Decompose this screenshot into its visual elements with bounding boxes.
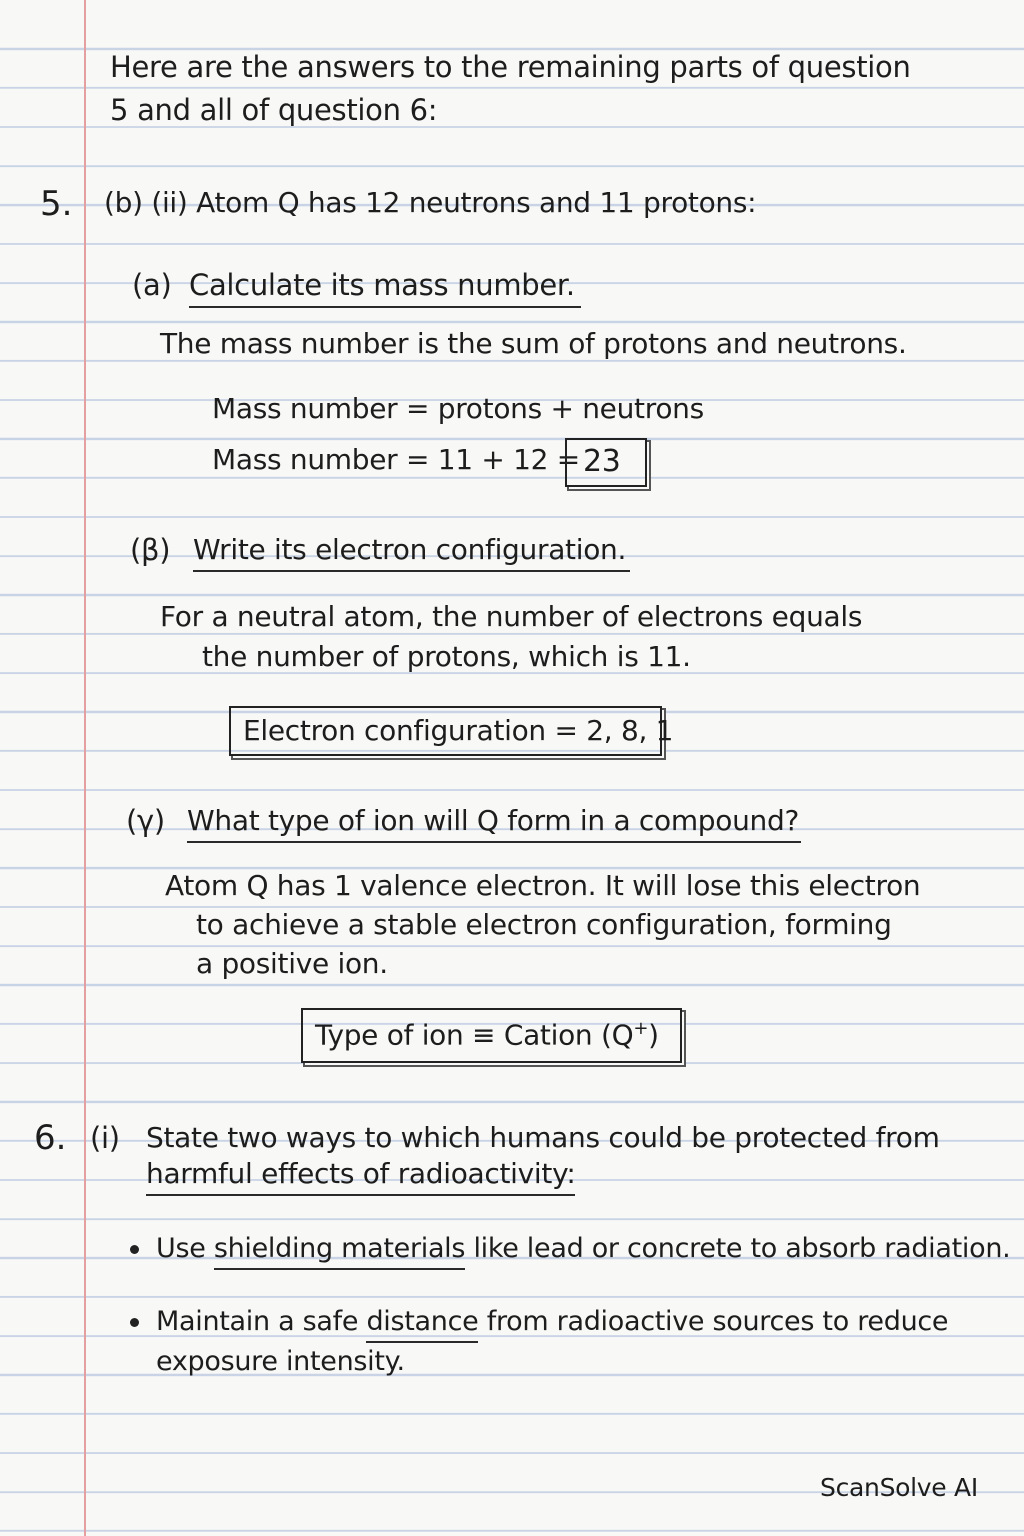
- part-c-question: What type of ion will Q form in a compound?: [187, 804, 801, 843]
- question-5-number: 5.: [40, 184, 73, 224]
- part-b-answer: Electron configuration = 2, 8, 1: [243, 714, 674, 747]
- part-c-label: (γ): [126, 804, 165, 838]
- part-c-answer: Type of ion ≡ Cation (Q+): [315, 1018, 659, 1052]
- part-c-explanation-line-2: to achieve a stable electron configuration, forming: [196, 908, 892, 941]
- bullet-1-text: Use shielding materials like lead or concrete to absorb radiation.: [156, 1233, 1010, 1264]
- intro-line-1: Here are the answers to the remaining parts of question: [110, 50, 911, 84]
- question-6-number: 6.: [34, 1118, 67, 1158]
- question-6-label: (i): [90, 1121, 120, 1155]
- part-c-explanation-line-3: a positive ion.: [196, 947, 388, 980]
- part-b-explanation-line-2: the number of protons, which is 11.: [202, 640, 691, 673]
- intro-line-2: 5 and all of question 6:: [110, 93, 438, 127]
- question-6-line-1: State two ways to which humans could be protected from: [146, 1121, 940, 1154]
- question-5-header: (b) (ii) Atom Q has 12 neutrons and 11 protons:: [104, 186, 757, 219]
- part-b-label: (β): [130, 533, 171, 567]
- part-a-calculation: Mass number = 11 + 12 =: [212, 443, 580, 476]
- bullet-dot-1: [130, 1245, 139, 1254]
- bullet-2-text: Maintain a safe distance from radioactive sources to reduce: [156, 1306, 948, 1337]
- part-a-answer-box: [565, 438, 647, 487]
- part-b-answer-box: [229, 706, 674, 756]
- part-a-label: (a): [132, 268, 172, 302]
- part-a-formula: Mass number = protons + neutrons: [212, 392, 704, 425]
- bullet-dot-2: [130, 1318, 139, 1327]
- scansolve-brand: ScanSolve AI: [820, 1473, 978, 1502]
- part-a-explanation: The mass number is the sum of protons and neutrons.: [160, 327, 907, 360]
- part-a-question: Calculate its mass number.: [189, 268, 581, 308]
- bullet-2-text-line-2: exposure intensity.: [156, 1346, 405, 1377]
- question-6-line-2: harmful effects of radioactivity:: [146, 1157, 575, 1196]
- part-a-answer: 23: [583, 444, 621, 479]
- part-c-explanation-line-1: Atom Q has 1 valence electron. It will lose this electron: [165, 869, 921, 902]
- part-b-question: Write its electron configuration.: [193, 533, 630, 572]
- part-b-explanation-line-1: For a neutral atom, the number of electrons equals: [160, 600, 863, 633]
- margin-line: [84, 0, 86, 1536]
- part-c-answer-box: [301, 1008, 682, 1063]
